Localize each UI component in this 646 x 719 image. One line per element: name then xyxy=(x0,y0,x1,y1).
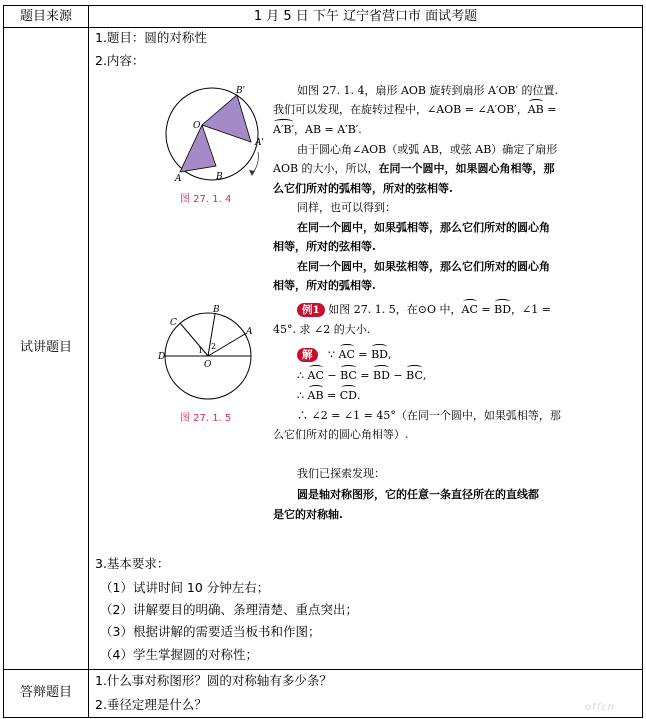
fig1-sector-a1ob1 xyxy=(202,95,251,142)
fig2-label-d: D xyxy=(158,352,166,362)
tb-p4-l2: 相等，所对的弧相等. xyxy=(273,279,376,292)
fig2-label-o: O xyxy=(204,360,212,370)
solution-badge: 解 xyxy=(297,348,318,362)
border-right xyxy=(642,5,643,718)
tb-sol-therefore1: ∴ xyxy=(297,369,308,382)
tb-sol-arc-bd: BD xyxy=(371,345,388,365)
tb-p3-l1: 同样，也可以得到： xyxy=(297,201,396,214)
tb-p3-l2: 在同一个圆中，如果弧相等，那么它们所对的圆心角 xyxy=(297,221,550,234)
tb-disc-l1: 我们已探索发现： xyxy=(297,467,385,480)
fig2-radius-oc xyxy=(180,323,208,356)
tb-sol-because: ∵ xyxy=(328,348,339,361)
border-mid xyxy=(88,5,89,718)
tb-sol2-eq: = xyxy=(356,369,374,382)
tb-p2-l3: 么它们所对的弧相等，所对的弦相等. xyxy=(273,182,453,195)
tb-sol-l5: 么它们所对的圆心角相等）. xyxy=(273,428,409,441)
tb-sol-end1: , xyxy=(388,348,392,361)
tb-sol2-arc-bd: BD xyxy=(373,366,390,386)
tb-p2-l2-text: AOB 的大小，所以， xyxy=(273,162,379,175)
tb-sol-l3 xyxy=(297,386,361,406)
tb-sol-eq1: = xyxy=(354,348,372,361)
tb-sol2-end: , xyxy=(422,369,427,382)
border-top xyxy=(3,5,643,6)
watermark-logo: offcn xyxy=(585,702,615,713)
border-left xyxy=(3,5,4,718)
tb-ex-arc-ac: AC xyxy=(462,300,478,320)
fig2-label-c: C xyxy=(170,318,177,328)
tb-p3-l3: 相等，所对的弦相等. xyxy=(273,240,376,253)
border-bottom xyxy=(3,717,643,718)
header-source-value: 1 月 5 日 下午 辽宁省营口市 面试考题 xyxy=(253,9,478,24)
fig2-label-1: 1 xyxy=(198,346,204,355)
tb-disc-l2: 圆是轴对称图形，它的任意一条直径所在的直线都 xyxy=(297,488,539,501)
figure-27-1-4 xyxy=(160,82,270,192)
tb-ex-text: 如图 27. 1. 5，在⊙O 中， xyxy=(324,303,462,316)
tb-sol3-end: . xyxy=(357,389,361,402)
tb-p2-l1: 由于圆心角∠AOB（或弧 AB，或弦 AB）确定了扇形 xyxy=(297,143,558,156)
fig1-arrow-head xyxy=(249,170,255,176)
tb-sol-l4: ∴ ∠2 = ∠1 = 45°（在同一个圆中，如果弧相等，那 xyxy=(297,409,561,422)
requirement-4: （4）学生掌握圆的对称性； xyxy=(100,647,258,662)
fig1-label-b1: B' xyxy=(236,86,246,96)
fig1-label-o: O xyxy=(193,121,201,131)
tb-p1-l2 xyxy=(273,100,556,120)
tb-p4-l1: 在同一个圆中，如果弦相等，那么它们所对的圆心角 xyxy=(297,260,550,273)
requirement-1: （1）试讲时间 10 分钟左右； xyxy=(100,580,270,595)
fig1-label-a: A xyxy=(175,174,182,184)
tb-sol-l1 xyxy=(297,345,392,365)
lecture-row-label: 试讲题目 xyxy=(19,340,72,355)
tb-ex-eq: = xyxy=(477,303,495,316)
defense-question-1: 1.什么事对称图形？圆的对称轴有多少条？ xyxy=(95,673,332,688)
tb-sol-l2 xyxy=(297,366,426,386)
tb-p1-l2-eq: = xyxy=(543,103,557,116)
tb-p1-l1: 如图 27. 1. 4，扇形 AOB 旋转到扇形 A′OB′ 的位置. xyxy=(297,84,559,97)
tb-p2-l2-bold: 在同一个圆中，如果圆心角相等，那 xyxy=(378,162,555,175)
tb-p1-l2-text: 我们可以发现，在旋转过程中，∠AOB = ∠A′OB′， xyxy=(273,103,528,116)
tb-disc-l3: 是它的对称轴. xyxy=(273,508,343,521)
defense-row-label: 答辩题目 xyxy=(19,685,72,700)
tb-arc-ab: AB xyxy=(528,100,544,120)
requirement-3: （3）根据讲解的需要适当板书和作图； xyxy=(100,624,321,639)
tb-example-l1 xyxy=(297,300,551,320)
border-header-bottom xyxy=(3,27,643,28)
tb-ex-angle: ，∠1 = xyxy=(511,303,551,316)
fig2-label-b: B xyxy=(213,305,220,315)
fig1-caption: 图 27. 1. 4 xyxy=(180,194,232,205)
tb-sol2-arc-bc2: BC xyxy=(406,366,423,386)
fig2-label-2: 2 xyxy=(211,342,217,351)
tb-sol2-minus2: − xyxy=(389,369,407,382)
tb-p1-l3-text: ，AB = A′B′. xyxy=(294,123,362,136)
header-source-label: 题目来源 xyxy=(19,9,72,24)
fig2-caption: 图 27. 1. 5 xyxy=(180,413,232,424)
figure-27-1-5 xyxy=(158,304,258,404)
tb-example-l2: 45°. 求 ∠2 的大小. xyxy=(273,323,371,336)
lecture-topic: 1.题目：圆的对称性 xyxy=(95,30,207,45)
tb-sol2-arc-ac: AC xyxy=(308,366,324,386)
fig1-sector-aob xyxy=(180,125,216,172)
tb-sol2-arc-bc: BC xyxy=(340,366,357,386)
border-lecture-bottom xyxy=(3,669,643,670)
requirement-2: （2）讲解要目的明确、条理清楚、重点突出； xyxy=(100,602,358,617)
fig1-label-b: B xyxy=(216,172,223,182)
fig2-label-a: A xyxy=(246,327,253,337)
tb-p2-l2 xyxy=(273,159,555,179)
tb-sol3-eq: = xyxy=(323,389,340,402)
defense-question-2: 2.垂径定理是什么？ xyxy=(95,697,207,712)
tb-sol3-arc-ab: AB xyxy=(308,386,324,406)
tb-sol2-minus1: − xyxy=(323,369,341,382)
tb-sol-arc-ac: AC xyxy=(339,345,355,365)
requirements-label: 3.基本要求： xyxy=(95,556,170,571)
example-badge: 例1 xyxy=(297,303,325,317)
tb-arc-a1b1: A′B′ xyxy=(273,120,294,140)
tb-ex-arc-bd: BD xyxy=(494,300,511,320)
tb-sol3-arc-cd: CD xyxy=(340,386,357,406)
content-label: 2.内容： xyxy=(95,53,145,68)
tb-p1-l3 xyxy=(273,120,362,140)
tb-sol-therefore2: ∴ xyxy=(297,389,308,402)
fig1-label-a1: A' xyxy=(255,138,264,148)
